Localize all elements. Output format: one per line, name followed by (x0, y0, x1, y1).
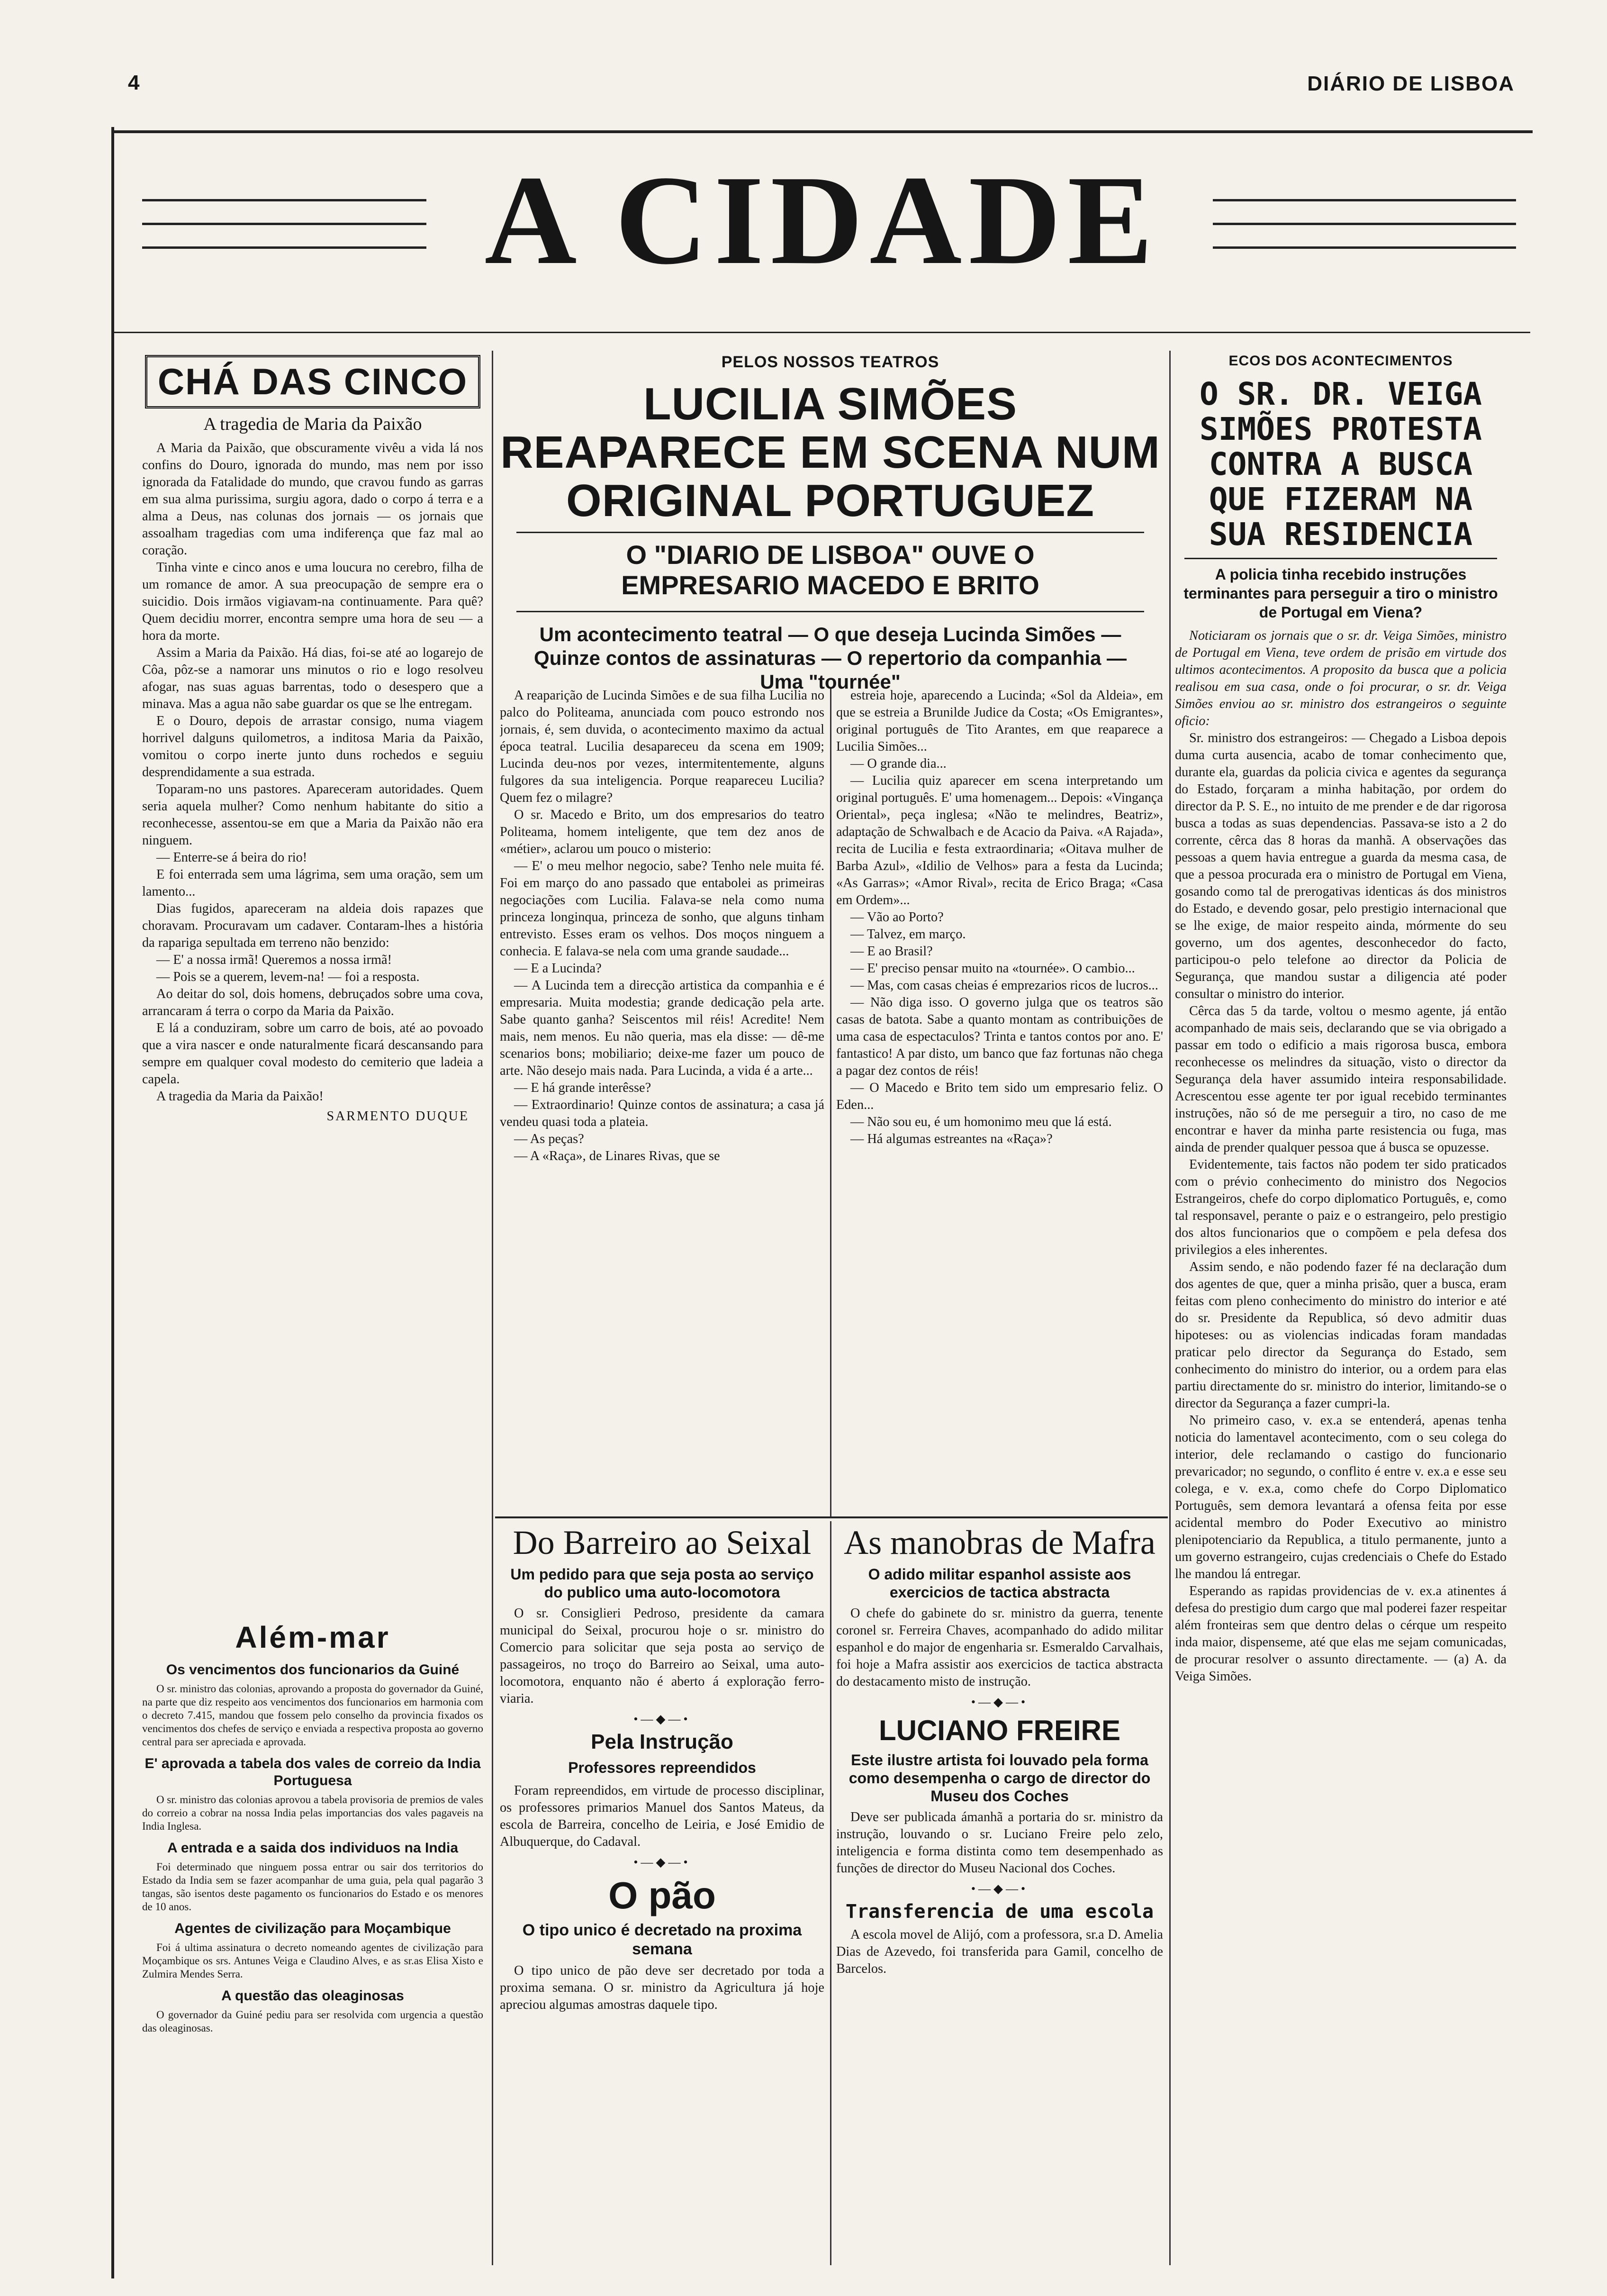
page-number: 4 (128, 71, 140, 94)
mafra-title: As manobras de Mafra (844, 1524, 1156, 1561)
alem-mar-item-text: Foi á ultima assinatura o decreto nomeando agentes de civilização para Moçambique os srs. Antunes Veiga e Claudino Alves, e as sr.as Elisa Xisto e Zulmira Mendes Serra. (142, 1942, 483, 1980)
paragraph: — Pois se a querem, levem-na! — foi a resposta. (156, 970, 420, 984)
instrucao-title: Pela Instrução (591, 1730, 733, 1753)
alem-mar-item-head: Agentes de civilização para Moçambique (174, 1921, 451, 1936)
paragraph: — Vão ao Porto? (850, 910, 944, 925)
barreiro-title: Do Barreiro ao Seixal (513, 1524, 812, 1561)
paragraph: Esperando as rapidas providencias de v. ex.a atinentes á defesa do prestigio dum cargo que mal poderei fazer respeitar além fronteiras sem que dentro delas o cérque um respeito inda maior, dispenseme, até que elas me sejam comunicadas, de procurar resolver o assunto directamente. — (a) A. da Veiga Simões. (1175, 1584, 1507, 1684)
column-rule (492, 351, 493, 2265)
pao-title: O pão (608, 1874, 716, 1916)
ecos-kicker: ECOS DOS ACONTECIMENTOS (1228, 353, 1453, 369)
ecos-deck: A policia tinha recebido instruções terminantes para perseguir a tiro o ministro de Portugal em Viena? (1183, 566, 1498, 621)
alem-mar-item-text: O sr. ministro das colonias aprovou a tabela provisoria de premios de vales do correio a cobrar na nossa India pelas importancias dos vales pagaveis na India Inglesa. (142, 1794, 483, 1832)
paragraph: — E ao Brasil? (850, 944, 933, 959)
paragraph: E foi enterrada sem uma lágrima, sem uma oração, sem um lamento... (142, 867, 483, 899)
paragraph: Evidentemente, tais factos não podem ter sido praticados com o prévio conhecimento do ministro dos Negocios Estrangeiros, chefe do corpo diplomatico Português, e, como tal responsavel, perante o paiz e o estrangeiro, pelo prestigio dos altos funcionarios que o compõem e pela defesa dos privilegios a eles inherentes. (1175, 1157, 1507, 1257)
paragraph: E lá a conduziram, sobre um carro de bois, até ao povoado que a vira nascer e onde naturalmente ficará descansando para sempre em qualquer coval modesto do cemiterio que ladeia a capela. (142, 1021, 483, 1087)
ecos-column (1175, 353, 1507, 2268)
paragraph: — A Lucinda tem a direcção artistica da companhia e é empresaria. Muita modestia; grande dedicação pela arte. Sabe quanto ganha? Seiscentos mil réis! Acredite! Nem mais, nem menos. Eu não queria, mas ela disse: — dê-me scenarios bons; mobiliario; deixe-me fazer um pouco de arte. Não desejo mais nada. Para Lucinda, a vida é a arte... (500, 978, 824, 1078)
teatros-header (497, 353, 1163, 694)
alem-mar-title: Além-mar (235, 1620, 390, 1654)
teatros-column-1 (500, 687, 824, 1512)
paragraph: — Não sou eu, é um homonimo meu que lá está. (850, 1115, 1112, 1129)
teatros-subhead: O "DIARIO DE LISBOA" OUVE O EMPRESARIO MACEDO E BRITO (621, 540, 1039, 600)
newspaper-name: DIÁRIO DE LISBOA (1307, 72, 1515, 95)
paragraph: Foram repreendidos, em virtude de processo disciplinar, os professores primarios Manuel dos Santos Mateus, da escola de Barreira, concelho de Leiria, e José Emidio de Albuquerque, do Cadaval. (500, 1783, 824, 1849)
cha-das-cinco-column (142, 353, 483, 1623)
paragraph: estreia hoje, aparecendo a Lucinda; «Sol da Aldeia», em que se estreia a Brunilde Judice da Costa; «Os Emigrantes», original português de Tito Arantes, em que reaparece a Lucilia Simões... (836, 688, 1163, 754)
paragraph: — E' o meu melhor negocio, sabe? Tenho nele muita fé. Foi em março do ano passado que entabolei as primeiras negociações com Lucilia. Falava-se nela como numa princeza longinqua, princeza de sonho, que alguns tinham entrevisto. Esses eram os velhos. Dos moços ninguem a conhecia. E falava-se nela com uma grande saudade... (500, 859, 824, 959)
separator: •—◆—• (971, 1882, 1029, 1896)
alem-mar-item-head: A questão das oleaginosas (221, 1988, 404, 2004)
mafra-column (836, 1524, 1163, 2268)
barreiro-deck: Um pedido para que seja posta ao serviço do publico uma auto-locomotora (510, 1566, 814, 1601)
alem-mar-column (142, 1611, 483, 2270)
page-frame-left (111, 127, 114, 2278)
cha-das-cinco-title: CHÁ DAS CINCO (145, 355, 480, 408)
alem-mar-item-head: Os vencimentos dos funcionarios da Guiné (166, 1662, 460, 1678)
paragraph: — O grande dia... (850, 756, 947, 771)
cha-subtitle: A tragedia de Maria da Paixão (203, 414, 422, 434)
section-masthead: A CIDADE (484, 149, 1160, 291)
paragraph: — Extraordinario! Quinze contos de assinatura; a casa já vendeu quasi toda a plateia. (500, 1098, 824, 1129)
paragraph: Dias fugidos, apareceram na aldeia dois rapazes que choravam. Procuravam um cadaver. Contaram-lhes a história da rapariga sepultada em terreno não benzido: (142, 901, 483, 950)
paragraph: — Enterre-se á beira do rio! (156, 850, 307, 865)
paragraph: O sr. Consiglieri Pedroso, presidente da camara municipal do Seixal, procurou hoje o sr. ministro do Comercio para solicitar que seja posta ao serviço de passageiros, no troço do Barreiro ao Seixal, uma auto-locomotora, enquanto não é aberto á exploração ferro-viaria. (500, 1606, 824, 1706)
paragraph: O sr. Macedo e Brito, um dos empresarios do teatro Politeama, homem inteligente, que tem dez anos de «métier», aclarou um pouco o misterio: (500, 808, 824, 856)
paragraph: Assim sendo, e não podendo fazer fé na declaração dum dos agentes de que, quer a minha prisão, quer a busca, eram feitas com pleno conhecimento do ministro do interior e até do sr. Presidente da Republica, só devo admitir duas hipoteses: ou as violencias indicadas foram mandadas praticar pelo director da Segurança do Estado, sem conhecimento do ministro do interior, ou a ordem para elas partiu directamente do sr. ministro do interior, limitando-se o director da Segurança a fazer cumpri-la. (1175, 1260, 1507, 1411)
column-rule (830, 1521, 831, 2265)
paragraph: A reaparição de Lucinda Simões e de sua filha Lucilia no palco do Politeama, anunciada com pouco estrondo nos jornais, é, sem duvida, o acontecimento maximo da actual época teatral. Lucilia desapareceu da scena em 1909; Lucinda deu-nos por vezes, intermitentemente, alguns fulgores da sua inteligencia. Porque reapareceu Lucilia? Quem fez o milagre? (500, 688, 824, 805)
alem-mar-item-text: Foi determinado que ninguem possa entrar ou sair dos territorios do Estado da India sem se fazer acompanhar de uma guia, pela qual pagarão 3 tangas, são isentos deste pagamento os funcionarios do Estado e os menores de 10 anos. (142, 1861, 483, 1913)
paragraph: O tipo unico de pão deve ser decretado por toda a proxima semana. O sr. ministro da Agricultura já hoje apreciou algumas amostras daquele tipo. (500, 1963, 824, 2012)
cha-signature: SARMENTO DUQUE (326, 1109, 469, 1124)
ecos-intro: Noticiaram os jornais que o sr. dr. Veiga Simões, ministro de Portugal em Viena, teve ordem de prisão em virtude dos ultimos acontecimentos. A proposito da busca que a policia realisou em sua casa, onde o foi procurar, o sr. dr. Veiga Simões enviou ao sr. ministro dos estrangeiros o seguinte oficio: (1175, 628, 1507, 728)
teatros-deck: Um acontecimento teatral — O que deseja Lucinda Simões — Quinze contos de assinaturas — O repertorio da companhia — Uma "tournée" (534, 623, 1127, 693)
alem-mar-item-text: O governador da Guiné pediu para ser resolvida com urgencia a questão das oleaginosas. (142, 2009, 483, 2034)
paragraph: Deve ser publicada ámanhã a portaria do sr. ministro da instrução, louvando o sr. Luciano Freire pelo zelo, inteligencia e forma distinta como tem desempenhado as funções de director do Museu Nacional dos Coches. (836, 1810, 1163, 1876)
headline-rule (1184, 558, 1497, 559)
paragraph: — Há algumas estreantes na «Raça»? (850, 1132, 1053, 1146)
teatros-column-2 (836, 687, 1163, 1512)
paragraph: — Mas, com casas cheias é emprezarios ricos de lucros... (850, 978, 1158, 993)
paragraph: — E a Lucinda? (514, 961, 602, 976)
alem-mar-item-text: O sr. ministro das colonias, aprovando a proposta do governador da Guiné, na parte que diz respeito aos vencimentos dos funcionarios em harmonia com o decreto 7.415, mandou que fossem pelo conselho da provincia fixados os vencimentos dos chefes de serviço e enviada a respectiva proposta ao governo central para ser apreciada e aprovada. (142, 1683, 483, 1748)
paragraph: Assim a Maria da Paixão. Há dias, foi-se até ao logarejo de Côa, pôz-se a namorar uns minutos o rio e logo resolveu afogar, nas suas aguas barrentas, todo o desespero que a minava. Mas a agua não sabe guardar os que se lhe entregam. (142, 645, 483, 711)
paragraph: — A «Raça», de Linares Rivas, que se (514, 1149, 720, 1163)
masthead-bottom-rule (114, 332, 1530, 333)
paragraph: — Talvez, em março. (850, 927, 966, 942)
top-rule (111, 130, 1533, 133)
paragraph: — Lucilia quiz aparecer em scena interpretando um original português. E' uma homenagem... Depois: «Vingança Oriental», peça inglesa; «Não te melindres, Beatriz», adaptação de Schwalbach e de Acacio da Paiva. «A Rajada», recita de Lucilia e festa extraordinaria; «Oitava mulher de Barba Azul», «Idilio de Velhos» para a festa da Lucinda; «As Garras»; «Amor Rival», recita de Erico Braga; «Casa em Ordem»... (836, 773, 1163, 908)
paragraph: O chefe do gabinete do sr. ministro da guerra, tenente coronel sr. Ferreira Chaves, acompanhado do adido militar espanhol e do major de engenharia sr. Esmeraldo Carvalhais, foi hoje a Mafra assistir aos exercicios de tactica abstracta do destacamento misto de instrução. (836, 1606, 1163, 1689)
paragraph: A Maria da Paixão, que obscuramente vivêu a vida lá nos confins do Douro, ignorada do mundo, mas nem por isso ignorada da Fatalidade do mundo, que cravou fundo as garras em sua alma purissima, surgiu agora, dado o corpo á terra e a alma a Deus, nas colunas dos jornais — os jornais que assoalham tragedias com uma indiferença que faz mal ao coração. (142, 441, 483, 558)
paragraph: — O Macedo e Brito tem sido um empresario feliz. O Eden... (836, 1080, 1163, 1112)
column-rule (1169, 351, 1171, 2265)
column-rule (830, 687, 831, 1516)
barreiro-column (500, 1524, 824, 2268)
luciano-deck: Este ilustre artista foi louvado pela forma como desempenha o cargo de director do Museu dos Coches (849, 1751, 1151, 1805)
separator: •—◆—• (633, 1855, 691, 1869)
headline-rule (516, 532, 1144, 533)
pao-deck: O tipo unico é decretado na proxima semana (522, 1921, 802, 1958)
ecos-headline: O SR. DR. VEIGA SIMÕES PROTESTA CONTRA A BUSCA QUE FIZERAM NA SUA RESIDENCIA (1199, 376, 1482, 553)
paragraph: A escola movel de Alijó, com a professora, sr.a D. Amelia Dias de Azevedo, foi transferida para Gamil, concelho de Barcelos. (836, 1927, 1163, 1976)
teatros-kicker: PELOS NOSSOS TEATROS (721, 353, 939, 371)
section-rule (495, 1516, 1168, 1518)
paragraph: Tinha vinte e cinco anos e uma loucura no cerebro, filha de um romance de amor. A sua preocupação de sempre era o suicidio. Dois irmãos vigiavam-na continuamente. Para quê? Quem decidiu morrer, encontra sempre uma hora de seu — a hora da morte. (142, 560, 483, 643)
paragraph: No primeiro caso, v. ex.a se entenderá, apenas tenha noticia do lamentavel acontecimento, com o seu colega do interior, dele reclamando o castigo do funcionario prevaricador; no segundo, o conflito é entre v. ex.a e esse seu colega, e v. ex.a, como chefe do Corpo Diplomatico Português, sem demora levantará a ofensa feita por esse acidental membro do Poder Executivo ao ministro plenipotenciario da Republica, a titulo permanente, junto a um governo estrangeiro, cujas credenciais o Chefe do Estado lhe mandou lá entregar. (1175, 1413, 1507, 1581)
paragraph: — E há grande interêsse? (514, 1080, 651, 1095)
paragraph: Sr. ministro dos estrangeiros: — Chegado a Lisboa depois duma curta ausencia, acabo de tomar conhecimento que, durante ela, guardas da policia civica e agentes da segurança do Estado, forçaram a minha habitação, por ordem do director da P. S. E., no intuito de me prender e de dar rigorosa busca a todas as suas dependencias. Passava-se isto a 2 do corrente, cêrca das 8 horas da manhã. A observações das pessoas a quem havia entregue a guarda da mesma casa, de que a pessoa procurada era o ministro de Portugal em Viena, gosando como tal de prerogativas identicas ás dos ministros do Estado, e devendo gosar, pelo prestigio internacional que se lhe exige, de maior respeito ainda, mórmente do seu governo, um dos agentes, desconhecedor do facto, participou-o pelo telefone ao director da Policia de Segurança, que mandou sustar a diligencia até poder consultar o ministro do interior. (1175, 731, 1507, 1001)
paragraph: — E' preciso pensar muito na «tournée». O cambio... (850, 961, 1135, 976)
subhead-rule (516, 611, 1144, 612)
escola-title: Transferencia de uma escola (845, 1901, 1154, 1923)
alem-mar-item-head: A entrada e a saida dos individuos na India (167, 1840, 459, 1856)
paragraph: Cêrca das 5 da tarde, voltou o mesmo agente, já então acompanhado de mais seis, declarando que se via obrigado a passar em todo o edificio a mais rigorosa busca, embora reconhecesse os melindres da situação, visto o director da Segurança dela haver assumido inteira responsabilidade. Acrescentou esse agente ter por igual recebido terminantes instruções, não só de me perseguir a tiro, no caso de me encontrar e haver da minha parte resistencia ou fuga, mas ainda de prender qualquer pessoa que á busca se opuzesse. (1175, 1004, 1507, 1155)
luciano-title: LUCIANO FREIRE (879, 1715, 1120, 1746)
separator: •—◆—• (633, 1712, 691, 1726)
mafra-deck: O adido militar espanhol assiste aos exercicios de tactica abstracta (868, 1566, 1131, 1601)
paragraph: Ao deitar do sol, dois homens, debruçados sobre uma cova, arrancaram á terra o corpo da Maria da Paixão. (142, 987, 483, 1018)
paragraph: — E' a nossa irmã! Queremos a nossa irmã! (156, 953, 392, 967)
teatros-headline: LUCILIA SIMÕES REAPARECE EM SCENA NUM ORIGINAL PORTUGUEZ (500, 379, 1160, 526)
separator: •—◆—• (971, 1695, 1029, 1709)
alem-mar-item-head: E' aprovada a tabela dos vales de correio da India Portuguesa (144, 1756, 481, 1788)
paragraph: Toparam-no uns pastores. Apareceram autoridades. Quem seria aquela mulher? Como nenhum habitante do sitio a reconhecesse, assentou-se em que a Maria da Paixão não era ninguem. (142, 782, 483, 848)
paragraph: — As peças? (514, 1132, 584, 1146)
paragraph: — Não diga isso. O governo julga que os teatros são casas de batota. Sabe a quanto montam as contribuições de uma casa de espectaculos? Trinta e tantos contos por ano. E' fantastico! A par disto, um banco que faz fortunas não chega a pagar dez contos de réis! (836, 995, 1163, 1078)
instrucao-deck: Professores repreendidos (568, 1759, 756, 1776)
paragraph: A tragedia da Maria da Paixão! (156, 1089, 324, 1104)
paragraph: E o Douro, depois de arrastar consigo, numa viagem horrivel dalguns quilometros, a inditosa Maria da Paixão, vomitou o corpo inerte junto duns rochedos e seguiu desprendidamente a sua estrada. (142, 714, 483, 780)
